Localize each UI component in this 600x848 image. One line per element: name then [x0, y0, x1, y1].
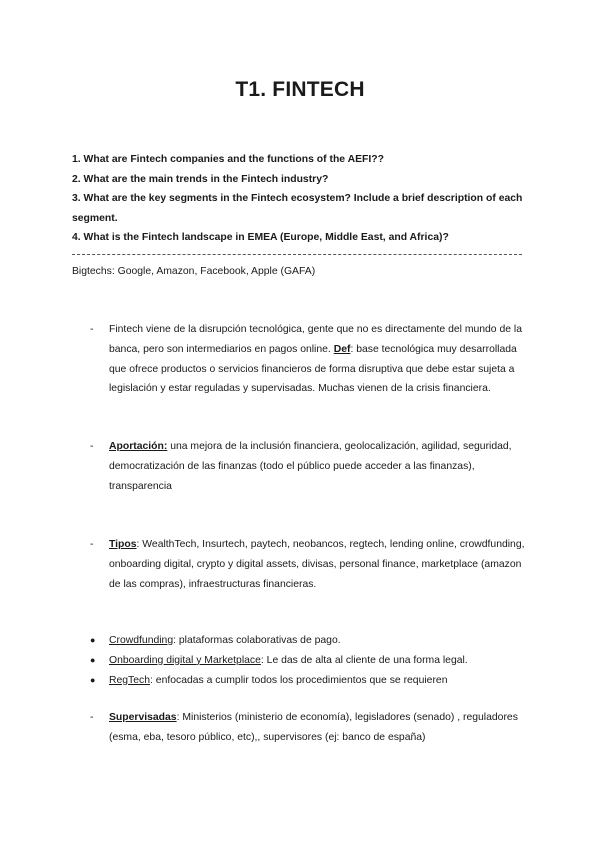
regtech-label: RegTech: [109, 674, 151, 686]
question-2: 2. What are the main trends in the Fintech industry?: [72, 173, 329, 185]
tipos-label: Tipos: [109, 539, 137, 550]
crowdfunding-text: : plataformas colaborativas de pago.: [173, 635, 341, 646]
dot-list: [90, 631, 530, 690]
bigtechs-line: Bigtechs: Google, Amazon, Facebook, Apple (GAFA): [72, 266, 316, 277]
dash-marker: -: [90, 539, 94, 550]
question-4: 4. What is the Fintech landscape in EMEA (Europe, Middle East, and Africa)?: [72, 232, 449, 244]
supervisadas-label: Supervisadas: [109, 712, 177, 723]
list-item: [90, 631, 530, 651]
supervisadas-body: : Ministerios (ministerio de economía), legisladores (senado) , reguladores (esma, eba, tesoro público, etc),, supervisores (ej: banco de españa): [109, 712, 518, 743]
list-item: [90, 671, 530, 691]
aportacion-item: [90, 437, 530, 496]
intro-item: [90, 320, 530, 399]
def-label: Def: [333, 343, 351, 355]
supervisadas-item: [90, 708, 530, 748]
dash-marker: -: [90, 324, 94, 335]
supervisadas-text: [109, 708, 530, 748]
question-3: 3. What are the key segments in the Fintech ecosystem? Include a brief description of each segment.: [72, 193, 523, 224]
intro-text-a: Fintech viene de la disrupción tecnológica, gente que no es directamente del mundo de la banca, pero son intermediarios en pagos online.: [109, 324, 523, 355]
dashed-separator: [72, 254, 522, 255]
bullet-icon: ●: [90, 635, 96, 645]
bullet-icon: ●: [90, 674, 96, 685]
list-item: [90, 651, 530, 671]
regtech-text: : enfocadas a cumplir todos los procedimientos que se requieren: [150, 674, 448, 686]
onboarding-text: : Le das de alta al cliente de una forma legal.: [260, 654, 468, 666]
onboarding-label: Onboarding digital y Marketplace: [109, 654, 261, 666]
aportacion-label: Aportación:: [109, 441, 168, 452]
crowdfunding-label: Crowdfunding: [109, 635, 174, 646]
bullet-icon: ●: [90, 654, 96, 665]
page-title: T1. FINTECH: [235, 78, 365, 101]
intro-text: [109, 320, 530, 399]
dash-marker: -: [90, 441, 94, 452]
dash-marker: -: [90, 712, 94, 723]
questions-list: [72, 150, 532, 248]
question-1: 1. What are Fintech companies and the functions of the AEFI??: [72, 154, 384, 165]
tipos-item: [90, 535, 530, 594]
aportacion-text: [109, 437, 530, 496]
intro-text-b: : base tecnológica muy desarrollada que ofrece productos o servicios financieros de forma disruptiva que debe estar sujeta a legislación y estar reguladas y supervisadas. Muchas vienen de la crisis financiera.: [109, 343, 517, 395]
tipos-body: : WealthTech, Insurtech, paytech, neobancos, regtech, lending online, crowdfunding, onboarding digital, crypto y digital assets, divisas, personal finance, marketplace (amazon de las compras), infraestructuras financieras.: [109, 539, 525, 590]
tipos-text: [109, 535, 530, 594]
aportacion-body: una mejora de la inclusión financiera, geolocalización, agilidad, seguridad, democratización de las finanzas (todo el público puede acceder a las finanzas), transparencia: [109, 441, 512, 492]
